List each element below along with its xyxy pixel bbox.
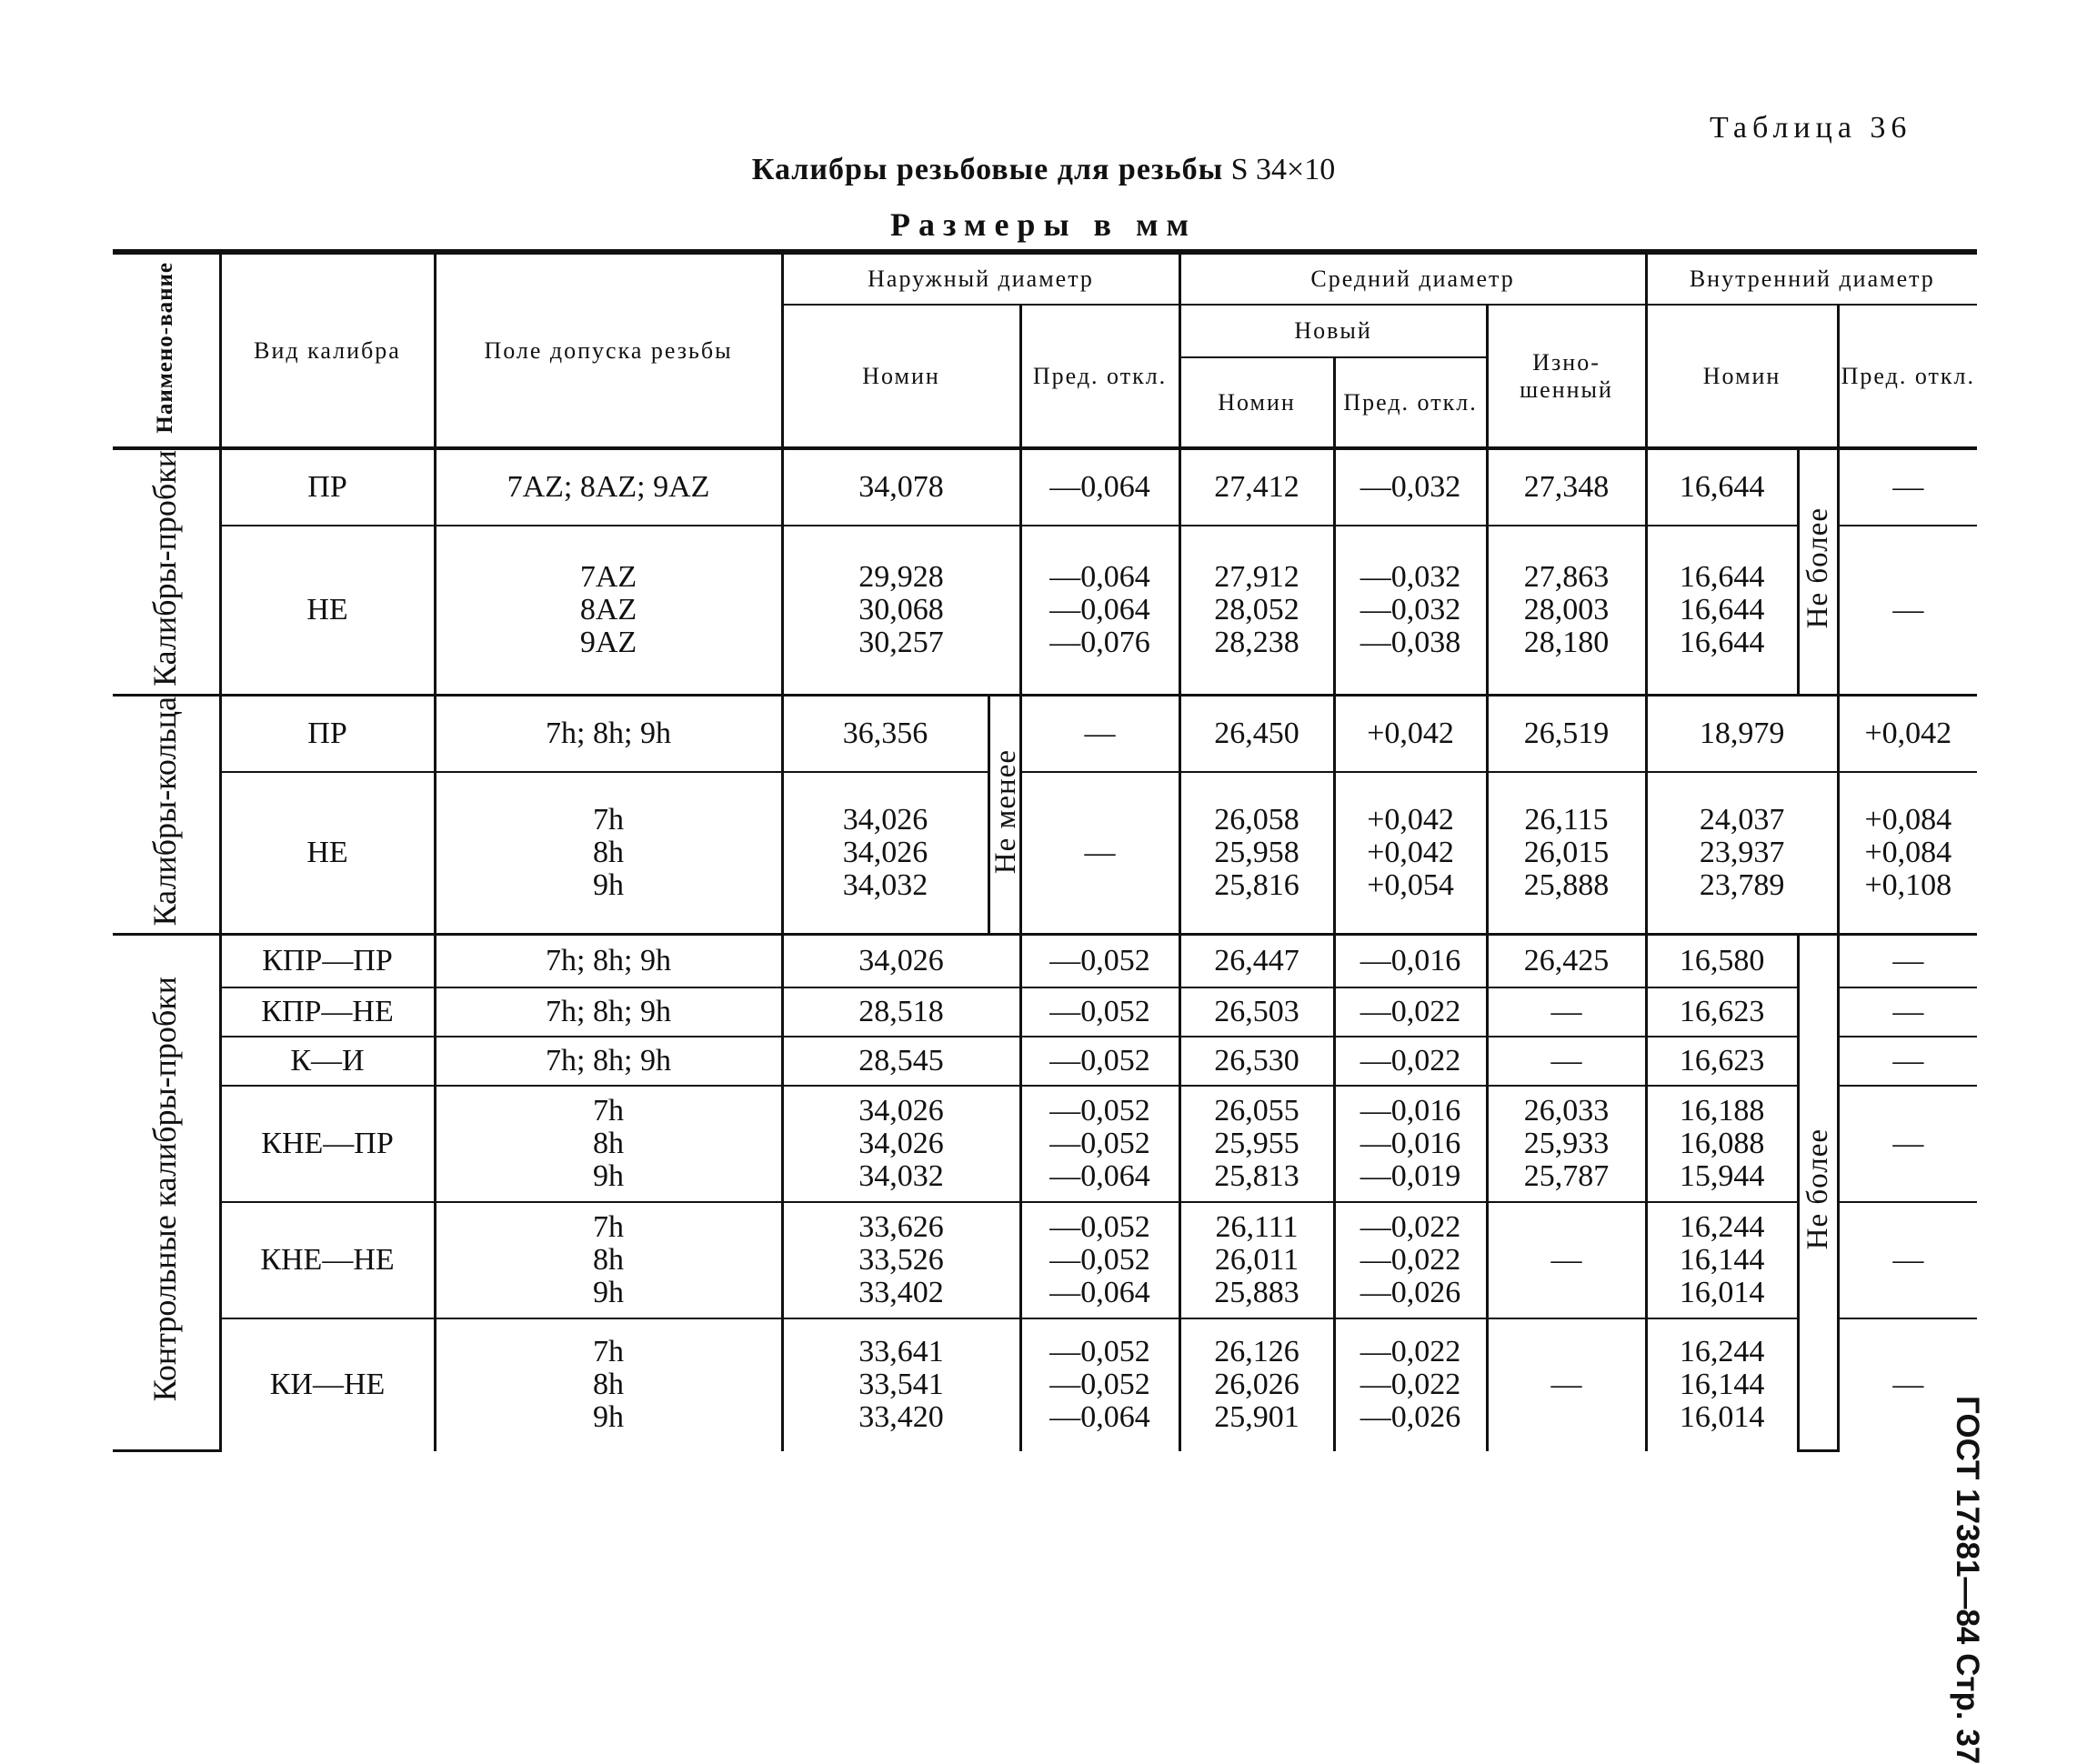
outer-deviation-cell: — — [1020, 695, 1179, 771]
middle-deviation-cell: —0,022 — [1334, 1037, 1487, 1086]
worn-cell: — — [1487, 1318, 1646, 1451]
not-less-note: Не менее — [988, 695, 1020, 934]
middle-nominal-cell: 26,126 26,026 25,901 — [1179, 1318, 1334, 1451]
outer-deviation-cell: — — [1020, 772, 1179, 935]
tolerance-cell: 7h; 8h; 9h — [435, 1037, 782, 1086]
outer-deviation-cell: —0,052 — [1020, 935, 1179, 987]
outer-nominal-cell: 33,641 33,541 33,420 — [782, 1318, 1020, 1451]
worn-cell: 26,115 26,015 25,888 — [1487, 772, 1646, 935]
gauge-type-cell: ПР — [220, 695, 435, 771]
inner-nominal-cell: 16,644 16,644 16,644 — [1646, 526, 1798, 695]
gauge-type-cell: НЕ — [220, 772, 435, 935]
gauge-type-cell: КПР—ПР — [220, 935, 435, 987]
middle-nominal-cell: 26,447 — [1179, 935, 1334, 987]
not-more-note: Не более — [1798, 448, 1838, 695]
header-outer-diameter: Наружный диаметр — [782, 252, 1179, 305]
middle-nominal-cell: 26,450 — [1179, 695, 1334, 771]
tolerance-cell: 7AZ 8AZ 9AZ — [435, 526, 782, 695]
outer-nominal-cell: 34,026 34,026 34,032 — [782, 1086, 1020, 1202]
outer-deviation-cell: —0,064 —0,064 —0,076 — [1020, 526, 1179, 695]
outer-nominal-cell: 33,626 33,526 33,402 — [782, 1202, 1020, 1318]
outer-deviation-cell: —0,052 —0,052 —0,064 — [1020, 1086, 1179, 1202]
table-row — [113, 935, 1977, 987]
table-row — [113, 695, 1977, 771]
tolerance-cell: 7h; 8h; 9h — [435, 935, 782, 987]
header-middle-deviation: Пред. откл. — [1334, 357, 1487, 448]
middle-deviation-cell: +0,042 +0,042 +0,054 — [1334, 772, 1487, 935]
middle-nominal-cell: 27,912 28,052 28,238 — [1179, 526, 1334, 695]
gauge-type-cell: К—И — [220, 1037, 435, 1086]
middle-deviation-cell: —0,032 — [1334, 448, 1487, 526]
worn-cell: 26,519 — [1487, 695, 1646, 771]
group-label-plugs: Калибры-пробки — [113, 448, 220, 695]
inner-deviation-cell: — — [1838, 935, 1977, 987]
inner-nominal-cell: 16,623 — [1646, 1037, 1798, 1086]
gauge-type-cell: КИ—НЕ — [220, 1318, 435, 1451]
gauge-type-cell: КНЕ—ПР — [220, 1086, 435, 1202]
worn-cell: — — [1487, 987, 1646, 1037]
inner-deviation-cell: — — [1838, 1037, 1977, 1086]
outer-nominal-cell: 34,026 — [782, 935, 1020, 987]
gauge-type-cell: ПР — [220, 448, 435, 526]
outer-deviation-cell: —0,064 — [1020, 448, 1179, 526]
header-tolerance: Поле допуска резьбы — [435, 252, 782, 448]
header-gauge-type: Вид калибра — [220, 252, 435, 448]
inner-deviation-cell: — — [1838, 1202, 1977, 1318]
units-caption: Размеры в мм — [889, 206, 1198, 243]
middle-nominal-cell: 27,412 — [1179, 448, 1334, 526]
middle-deviation-cell: +0,042 — [1334, 695, 1487, 771]
outer-deviation-cell: —0,052 —0,052 —0,064 — [1020, 1202, 1179, 1318]
tolerance-cell: 7h 8h 9h — [435, 1318, 782, 1451]
gauge-type-cell: КПР—НЕ — [220, 987, 435, 1037]
middle-nominal-cell: 26,055 25,955 25,813 — [1179, 1086, 1334, 1202]
outer-deviation-cell: —0,052 — [1020, 987, 1179, 1037]
inner-nominal-cell: 16,580 — [1646, 935, 1798, 987]
worn-cell: 26,425 — [1487, 935, 1646, 987]
header-middle-nominal: Номин — [1179, 357, 1334, 448]
inner-nominal-cell: 18,979 — [1646, 695, 1838, 771]
outer-nominal-cell: 34,078 — [782, 448, 1020, 526]
inner-nominal-cell: 16,188 16,088 15,944 — [1646, 1086, 1798, 1202]
tolerance-cell: 7h; 8h; 9h — [435, 987, 782, 1037]
table-row — [113, 987, 1977, 1037]
middle-deviation-cell: —0,022 —0,022 —0,026 — [1334, 1202, 1487, 1318]
standard-side-note: ГОСТ 17381—84 Стр. 37 — [1950, 1396, 1985, 1764]
header-middle-diameter: Средний диаметр — [1179, 252, 1646, 305]
header-outer-nominal: Номин — [782, 305, 1020, 448]
tolerance-cell: 7h 8h 9h — [435, 772, 782, 935]
header-inner-nominal: Номин — [1646, 305, 1838, 448]
middle-nominal-cell: 26,530 — [1179, 1037, 1334, 1086]
table-row — [113, 1086, 1977, 1202]
inner-nominal-cell: 16,644 — [1646, 448, 1798, 526]
header-inner-diameter: Внутренний диаметр — [1646, 252, 1977, 305]
gauge-type-cell: НЕ — [220, 526, 435, 695]
table-row — [113, 526, 1977, 695]
outer-deviation-cell: —0,052 — [1020, 1037, 1179, 1086]
header-outer-deviation: Пред. откл. — [1020, 305, 1179, 448]
gauge-type-cell: КНЕ—НЕ — [220, 1202, 435, 1318]
group-label-control: Контрольные калибры-пробки — [113, 935, 220, 1451]
middle-deviation-cell: —0,022 — [1334, 987, 1487, 1037]
table-title-thread: S 34×10 — [1230, 153, 1336, 186]
inner-deviation-cell: — — [1838, 1086, 1977, 1202]
outer-nominal-cell: 36,356 — [782, 695, 988, 771]
tolerance-cell: 7AZ; 8AZ; 9AZ — [435, 448, 782, 526]
not-more-note: Не более — [1798, 935, 1838, 1451]
worn-cell: — — [1487, 1202, 1646, 1318]
worn-cell: 26,033 25,933 25,787 — [1487, 1086, 1646, 1202]
header-name: Наимено-вание — [113, 252, 220, 448]
header-inner-deviation: Пред. откл. — [1838, 305, 1977, 448]
middle-nominal-cell: 26,503 — [1179, 987, 1334, 1037]
inner-nominal-cell: 16,244 16,144 16,014 — [1646, 1318, 1798, 1451]
outer-nominal-cell: 28,518 — [782, 987, 1020, 1037]
inner-nominal-cell: 24,037 23,937 23,789 — [1646, 772, 1838, 935]
outer-deviation-cell: —0,052 —0,052 —0,064 — [1020, 1318, 1179, 1451]
middle-nominal-cell: 26,058 25,958 25,816 — [1179, 772, 1334, 935]
inner-deviation-cell: +0,042 — [1838, 695, 1977, 771]
inner-deviation-cell: — — [1838, 448, 1977, 526]
inner-deviation-cell: — — [1838, 526, 1977, 695]
outer-nominal-cell: 28,545 — [782, 1037, 1020, 1086]
table-row — [113, 1202, 1977, 1318]
tolerance-cell: 7h 8h 9h — [435, 1086, 782, 1202]
table-row — [113, 1318, 1977, 1451]
middle-deviation-cell: —0,022 —0,022 —0,026 — [1334, 1318, 1487, 1451]
inner-nominal-cell: 16,623 — [1646, 987, 1798, 1037]
table-row — [113, 1037, 1977, 1086]
tolerance-cell: 7h 8h 9h — [435, 1202, 782, 1318]
inner-deviation-cell: — — [1838, 987, 1977, 1037]
middle-deviation-cell: —0,016 — [1334, 935, 1487, 987]
tolerance-cell: 7h; 8h; 9h — [435, 695, 782, 771]
outer-nominal-cell: 29,928 30,068 30,257 — [782, 526, 1020, 695]
inner-nominal-cell: 16,244 16,144 16,014 — [1646, 1202, 1798, 1318]
table-row — [113, 448, 1977, 526]
table-title-text: Калибры резьбовые для резьбы — [751, 153, 1224, 186]
middle-deviation-cell: —0,032 —0,032 —0,038 — [1334, 526, 1487, 695]
table-row — [113, 772, 1977, 935]
middle-nominal-cell: 26,111 26,011 25,883 — [1179, 1202, 1334, 1318]
gauge-dimensions-table — [113, 249, 1977, 1452]
table-number-label: Таблица 36 — [1710, 111, 1912, 145]
inner-deviation-cell: — — [1838, 1318, 1977, 1451]
group-label-rings: Калибры-кольца — [113, 695, 220, 934]
worn-cell: 27,863 28,003 28,180 — [1487, 526, 1646, 695]
middle-deviation-cell: —0,016 —0,016 —0,019 — [1334, 1086, 1487, 1202]
inner-deviation-cell: +0,084 +0,084 +0,108 — [1838, 772, 1977, 935]
worn-cell: 27,348 — [1487, 448, 1646, 526]
worn-cell: — — [1487, 1037, 1646, 1086]
header-new: Новый — [1179, 305, 1487, 357]
table-title — [0, 153, 2087, 187]
outer-nominal-cell: 34,026 34,026 34,032 — [782, 772, 988, 935]
header-worn: Изно-шенный — [1487, 305, 1646, 448]
